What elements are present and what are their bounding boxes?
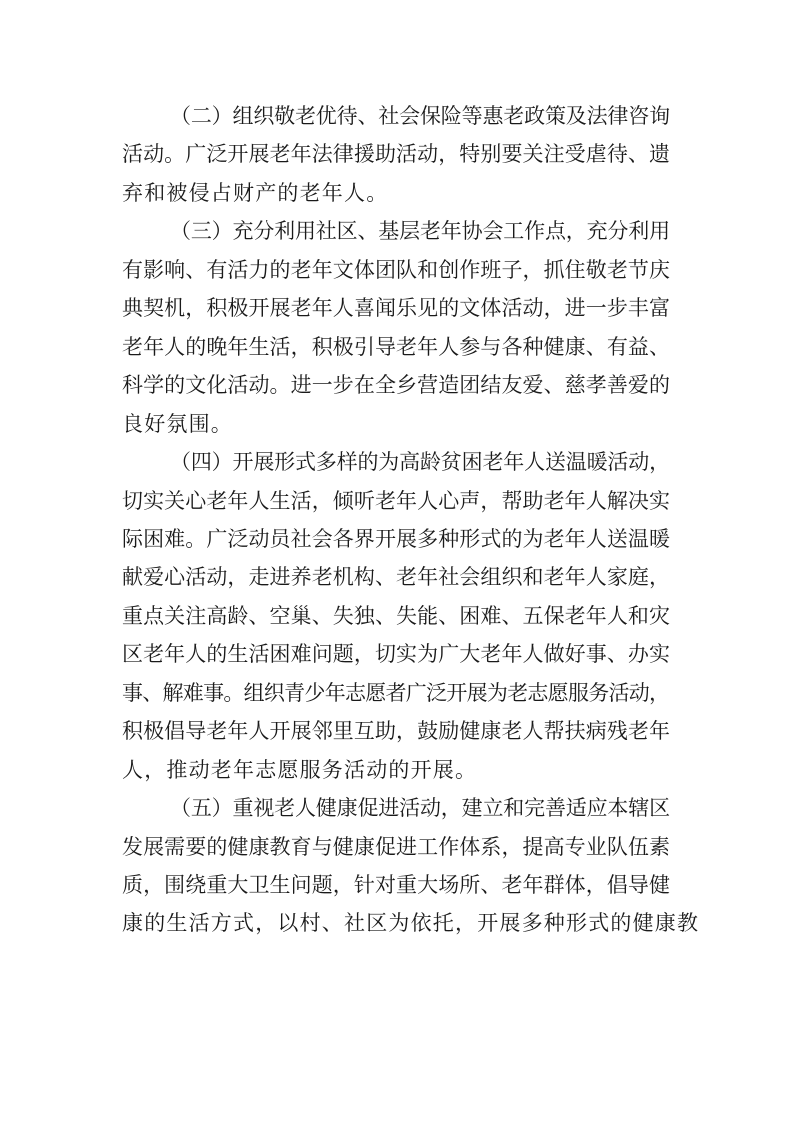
paragraph-line: 康的生活方式，以村、社区为依托，开展多种形式的健康教 (122, 911, 700, 935)
paragraph-line: 质，围绕重大卫生问题，针对重大场所、老年群体，倡导健 (122, 873, 671, 897)
paragraph-line: 弃和被侵占财产的老年人。 (122, 181, 389, 205)
paragraph-line: 事、解难事。组织青少年志愿者广泛开展为老志愿服务活动， (122, 681, 670, 705)
paragraph-line: 切实关心老年人生活，倾听老年人心声，帮助老年人解决实 (122, 489, 671, 513)
paragraph-line: 发展需要的健康教育与健康促进工作体系，提高专业队伍素 (122, 835, 671, 859)
paragraph-line: 有影响、有活力的老年文体团队和创作班子，抓住敬老节庆 (122, 258, 671, 282)
paragraph-first-line: （四）开展形式多样的为高龄贫困老年人送温暖活动， (170, 450, 670, 474)
paragraph-line: 积极倡导老年人开展邻里互助，鼓励健康老人帮扶病残老年 (122, 719, 671, 743)
paragraph-line: 活动。广泛开展老年法律援助活动，特别要关注受虐待、遗 (122, 142, 671, 166)
paragraph-line: 典契机，积极开展老年人喜闻乐见的文体活动，进一步丰富 (122, 296, 671, 320)
paragraph-line: 人，推动老年志愿服务活动的开展。 (122, 758, 478, 782)
paragraph-line: 良好氛围。 (122, 412, 233, 436)
paragraph-line: 际困难。广泛动员社会各界开展多种形式的为老年人送温暖 (122, 527, 671, 551)
paragraph-line: 重点关注高龄、空巢、失独、失能、困难、五保老年人和灾 (122, 604, 671, 628)
paragraph-line: 科学的文化活动。进一步在全乡营造团结友爱、慈孝善爱的 (122, 373, 671, 397)
paragraph-line: 老年人的晚年生活，积极引导老年人参与各种健康、有益、 (122, 335, 671, 359)
paragraph-line: 区老年人的生活困难问题，切实为广大老年人做好事、办实 (122, 642, 671, 666)
paragraph-first-line: （三）充分利用社区、基层老年协会工作点，充分利用 (170, 219, 670, 243)
paragraph-first-line: （二）组织敬老优待、社会保险等惠老政策及法律咨询 (170, 104, 670, 128)
paragraph-first-line: （五）重视老人健康促进活动，建立和完善适应本辖区 (170, 796, 670, 820)
paragraph-line: 献爱心活动，走进养老机构、老年社会组织和老年人家庭， (122, 565, 671, 589)
